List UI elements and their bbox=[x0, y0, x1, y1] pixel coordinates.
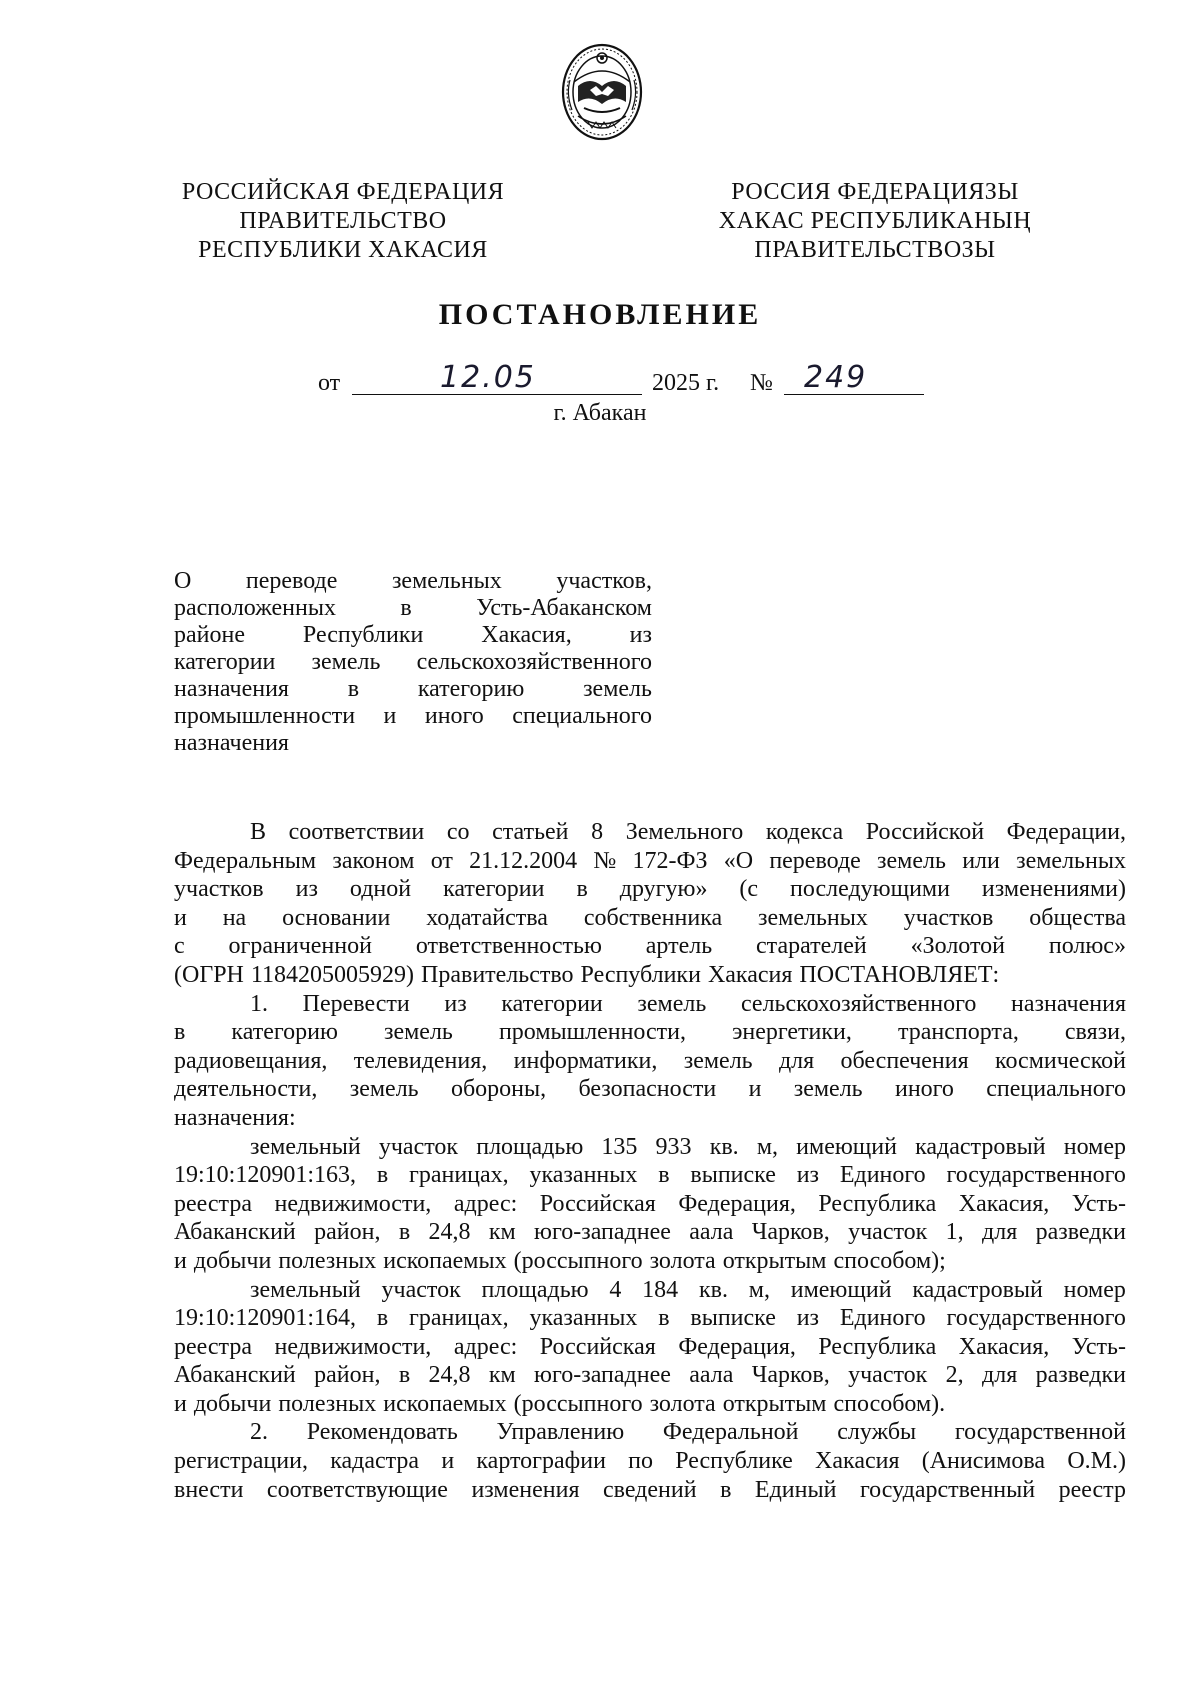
number-handwritten-value: 249 bbox=[804, 360, 868, 395]
date-handwritten-value: 12.05 bbox=[440, 360, 536, 395]
year-label: 2025 г. bbox=[652, 370, 720, 396]
city-label: г. Абакан bbox=[553, 400, 647, 426]
paragraph-line: и на основании ходатайства собственника земельных участков общества bbox=[174, 904, 1126, 931]
paragraph-line: (ОГРН 1184205005929) Правительство Республики Хакасия ПОСТАНОВЛЯЕТ: bbox=[174, 961, 1000, 988]
paragraph-line: 1. Перевести из категории земель сельскохозяйственного назначения bbox=[250, 990, 1126, 1017]
paragraph-line: Абаканский район, в 24,8 км юго-западнее аала Чарков, участок 2, для разведки bbox=[174, 1362, 1126, 1389]
paragraph-line: деятельности, земель обороны, безопасности и земель иного специального bbox=[174, 1076, 1126, 1103]
republic-khakassia-emblem-icon bbox=[560, 42, 644, 142]
paragraph bbox=[174, 1418, 1126, 1504]
paragraph-line: регистрации, кадастра и картографии по Республике Хакасия (Анисимова О.М.) bbox=[174, 1448, 1126, 1475]
paragraph-line: радиовещания, телевидения, информатики, земель для обеспечения космической bbox=[174, 1047, 1126, 1074]
document-type-title: ПОСТАНОВЛЕНИЕ bbox=[438, 298, 762, 331]
paragraph-line: В соответствии со статьей 8 Земельного кодекса Российской Федерации, bbox=[250, 819, 1126, 845]
subject-line: О переводе земельных участков, bbox=[174, 568, 652, 594]
subject-line: назначения bbox=[174, 730, 289, 756]
subject-line: районе Республики Хакасия, из bbox=[174, 622, 652, 648]
header-left-line: ПРАВИТЕЛЬСТВО bbox=[239, 208, 447, 234]
subject-line: промышленности и иного специального bbox=[174, 703, 652, 729]
subject-line: расположенных в Усть-Абаканском bbox=[174, 595, 652, 621]
header-left-line: РЕСПУБЛИКИ ХАКАСИЯ bbox=[198, 237, 488, 263]
paragraph-line: 2. Рекомендовать Управлению Федеральной службы государственной bbox=[250, 1419, 1126, 1446]
paragraph-line: земельный участок площадью 135 933 кв. м, имеющий кадастровый номер bbox=[250, 1133, 1126, 1160]
header-right-line: РОССИЯ ФЕДЕРАЦИЯЗЫ bbox=[731, 179, 1019, 205]
paragraph bbox=[174, 1133, 1126, 1276]
document-body bbox=[174, 818, 1126, 1504]
subject-line: категории земель сельскохозяйственного bbox=[174, 649, 652, 675]
paragraph-line: в категорию земель промышленности, энергетики, транспорта, связи, bbox=[174, 1019, 1126, 1046]
from-label: от bbox=[318, 370, 341, 396]
paragraph-line: назначения: bbox=[174, 1104, 296, 1131]
paragraph-line: 19:10:120901:163, в границах, указанных в выписке из Единого государственного bbox=[174, 1162, 1126, 1189]
header-right-block bbox=[710, 178, 1040, 265]
paragraph-line: Абаканский район, в 24,8 км юго-западнее аала Чарков, участок 1, для разведки bbox=[174, 1219, 1126, 1246]
paragraph-line: Федеральным законом от 21.12.2004 № 172-ФЗ «О переводе земель или земельных bbox=[174, 847, 1126, 874]
subject-line: назначения в категорию земель bbox=[174, 676, 652, 702]
subject-block bbox=[174, 568, 652, 757]
number-label: № bbox=[750, 370, 773, 396]
header-right-line: ХАКАС РЕСПУБЛИКАНЫҢ bbox=[718, 208, 1032, 234]
paragraph bbox=[174, 990, 1126, 1133]
paragraph-line: 19:10:120901:164, в границах, указанных в выписке из Единого государственного bbox=[174, 1305, 1126, 1332]
paragraph-line: участков из одной категории в другую» (с последующими изменениями) bbox=[174, 876, 1126, 903]
paragraph-line: и добычи полезных ископаемых (россыпного золота открытым способом). bbox=[174, 1390, 946, 1417]
paragraph-line: земельный участок площадью 4 184 кв. м, имеющий кадастровый номер bbox=[250, 1276, 1126, 1303]
paragraph-line: и добычи полезных ископаемых (россыпного золота открытым способом); bbox=[174, 1247, 946, 1274]
date-number-line bbox=[318, 360, 928, 400]
header-right-line: ПРАВИТЕЛЬСТВОЗЫ bbox=[754, 237, 996, 263]
paragraph-line: внести соответствующие изменения сведений в Единый государственный реестр bbox=[174, 1476, 1126, 1503]
paragraph bbox=[174, 1276, 1126, 1419]
header-left-block bbox=[168, 178, 518, 265]
paragraph bbox=[174, 818, 1126, 990]
paragraph-line: реестра недвижимости, адрес: Российская Федерация, Республика Хакасия, Усть- bbox=[174, 1190, 1126, 1217]
paragraph-line: с ограниченной ответственностью артель старателей «Золотой полюс» bbox=[174, 933, 1126, 960]
paragraph-line: реестра недвижимости, адрес: Российская Федерация, Республика Хакасия, Усть- bbox=[174, 1333, 1126, 1360]
header-left-line: РОССИЙСКАЯ ФЕДЕРАЦИЯ bbox=[181, 179, 505, 205]
